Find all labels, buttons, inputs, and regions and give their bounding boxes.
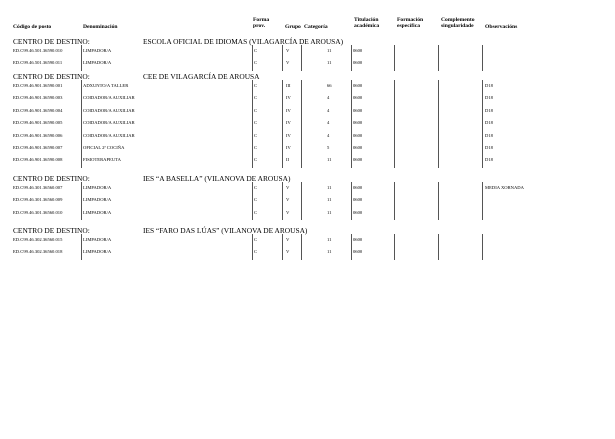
cell-denominacion: ADXUNTO/A TALLER [83, 83, 129, 88]
cell-observacions: D18 [485, 95, 493, 101]
table-row [0, 59, 615, 68]
table-row [0, 184, 615, 193]
cell-categoria: 11 [327, 60, 332, 66]
cell-codigo: ED.C99.46.901.36590.008 [13, 157, 63, 163]
cell-codigo: ED.C99.46.501.36590.010 [13, 48, 63, 53]
cell-titulacion: 0600 [353, 83, 363, 88]
cell-grupo: III [286, 83, 291, 88]
header-observacions: Observacións [485, 24, 518, 30]
table-row [0, 156, 615, 165]
cell-observacions: MEDIA XORNADA [485, 185, 524, 190]
cell-observacions: D18 [485, 107, 493, 113]
cell-codigo: ED.C99.46.901.36590.006 [13, 132, 63, 138]
header-codigo: Código de posto [13, 24, 52, 30]
cell-denominacion: COIDADOR/A AUXILIAR [83, 120, 135, 126]
cell-codigo: ED.C99.46.901.36590.005 [13, 120, 63, 126]
cell-grupo: V [286, 48, 290, 53]
cell-grupo: IV [286, 132, 291, 138]
cell-categoria: 4 [327, 107, 330, 113]
section-center-name: IES “FARO DAS LÚAS” (VILANOVA DE AROUSA) [143, 226, 308, 235]
header-forma-prov: Forma prov. [253, 17, 270, 29]
cell-codigo: ED.C99.46.901.36590.007 [13, 145, 63, 150]
cell-forma-prov: C [254, 209, 258, 215]
cell-grupo: IV [286, 95, 291, 101]
cell-observacions: D18 [485, 83, 493, 88]
cell-forma-prov: C [254, 197, 258, 203]
cell-grupo: IV [286, 107, 291, 113]
cell-categoria: 4 [327, 132, 330, 138]
cell-grupo: V [286, 209, 290, 215]
cell-denominacion: FISIOTERAPEUTA [83, 157, 121, 163]
header-complemento: Complemento singularidade [441, 17, 475, 29]
section-label: CENTRO DE DESTINO: [13, 72, 90, 81]
cell-grupo: IV [286, 145, 291, 150]
cell-grupo: II [286, 157, 290, 163]
cell-codigo: ED.C99.46.901.36590.001 [13, 83, 63, 88]
cell-grupo: V [286, 249, 290, 255]
cell-denominacion: LIMPADOR/A [83, 209, 112, 215]
cell-grupo: V [286, 60, 290, 66]
table-row [0, 107, 615, 116]
table-header [0, 14, 615, 32]
cell-forma-prov: C [254, 95, 258, 101]
cell-denominacion: COIDADOR/A AUXILIAR [83, 132, 135, 138]
header-denominacion: Denominación [83, 24, 118, 30]
section-label: CENTRO DE DESTINO: [13, 174, 90, 183]
cell-forma-prov: C [254, 145, 258, 150]
cell-denominacion: LIMPADOR/A [83, 185, 112, 190]
cell-denominacion: LIMPADOR/A [83, 197, 112, 203]
cell-titulacion: 0600 [353, 120, 363, 126]
cell-forma-prov: C [254, 132, 258, 138]
cell-categoria: 11 [327, 157, 332, 163]
section-label: CENTRO DE DESTINO: [13, 226, 90, 235]
cell-denominacion: LIMPADOR/A [83, 48, 112, 53]
section-center-name: ESCOLA OFICIAL DE IDIOMAS (VILAGARCÍA DE AROUSA) [143, 37, 344, 46]
cell-codigo: ED.C99.46.302.36560.018 [13, 249, 63, 255]
cell-codigo: ED.C99.46.301.36560.010 [13, 209, 63, 215]
cell-titulacion: 0600 [353, 48, 363, 53]
header-categoria: Categoría [304, 24, 328, 30]
cell-titulacion: 0600 [353, 209, 363, 215]
cell-titulacion: 0600 [353, 197, 363, 203]
cell-categoria: 4 [327, 95, 330, 101]
cell-forma-prov: C [254, 48, 258, 53]
cell-denominacion: LIMPADOR/A [83, 60, 112, 66]
cell-categoria: 11 [327, 185, 332, 190]
cell-observacions: D18 [485, 132, 493, 138]
header-titulacion: Titulación académica [354, 17, 380, 29]
cell-categoria: 5 [327, 145, 330, 150]
cell-forma-prov: C [254, 157, 258, 163]
cell-codigo: ED.C99.46.301.36560.007 [13, 185, 63, 190]
cell-denominacion: OFICIAL 2ª COCIÑA [83, 145, 125, 150]
cell-forma-prov: C [254, 120, 258, 126]
table-row [0, 132, 615, 141]
table-row [0, 119, 615, 128]
table-row [0, 209, 615, 218]
cell-categoria: 11 [327, 197, 332, 203]
section-label: CENTRO DE DESTINO: [13, 37, 90, 46]
table-row [0, 82, 615, 91]
cell-denominacion: LIMPADOR/A [83, 249, 112, 255]
cell-codigo: ED.C99.46.301.36560.009 [13, 197, 63, 203]
cell-forma-prov: C [254, 237, 258, 242]
cell-codigo: ED.C99.46.901.36590.004 [13, 107, 63, 113]
cell-titulacion: 0600 [353, 107, 363, 113]
cell-forma-prov: C [254, 185, 258, 190]
cell-categoria: 11 [327, 209, 332, 215]
cell-categoria: 11 [327, 48, 332, 53]
table-row [0, 248, 615, 257]
cell-titulacion: 0600 [353, 145, 363, 150]
header-formacion: Formación específica [397, 17, 424, 29]
cell-codigo: ED.C99.46.501.36590.011 [13, 60, 63, 66]
cell-titulacion: 0600 [353, 237, 363, 242]
table-row [0, 144, 615, 153]
cell-forma-prov: C [254, 83, 258, 88]
table-row [0, 47, 615, 56]
cell-grupo: V [286, 237, 290, 242]
cell-forma-prov: C [254, 107, 258, 113]
cell-titulacion: 0600 [353, 157, 363, 163]
table-row [0, 236, 615, 245]
cell-forma-prov: C [254, 60, 258, 66]
cell-titulacion: 0600 [353, 132, 363, 138]
cell-categoria: 66 [327, 83, 332, 88]
section-center-name: IES “A BASELLA” (VILANOVA DE AROUSA) [143, 174, 291, 183]
cell-titulacion: 0600 [353, 60, 363, 66]
cell-denominacion: COIDADOR/A AUXILIAR [83, 95, 135, 101]
cell-codigo: ED.C99.46.302.36560.015 [13, 237, 63, 242]
table-row [0, 196, 615, 205]
cell-titulacion: 0600 [353, 249, 363, 255]
cell-observacions: D18 [485, 157, 493, 163]
cell-grupo: IV [286, 120, 291, 126]
cell-titulacion: 0600 [353, 95, 363, 101]
cell-categoria: 11 [327, 249, 332, 255]
cell-categoria: 11 [327, 237, 332, 242]
cell-categoria: 4 [327, 120, 330, 126]
table-row [0, 94, 615, 103]
section-center-name: CEE DE VILAGARCÍA DE AROUSA [143, 72, 260, 81]
cell-denominacion: COIDADOR/A AUXILIAR [83, 107, 135, 113]
cell-observacions: D18 [485, 145, 493, 150]
cell-denominacion: LIMPADOR/A [83, 237, 112, 242]
cell-observacions: D18 [485, 120, 493, 126]
cell-forma-prov: C [254, 249, 258, 255]
header-grupo: Grupo [285, 24, 301, 30]
cell-grupo: V [286, 197, 290, 203]
cell-titulacion: 0600 [353, 185, 363, 190]
cell-grupo: V [286, 185, 290, 190]
cell-codigo: ED.C99.46.901.36590.003 [13, 95, 63, 101]
